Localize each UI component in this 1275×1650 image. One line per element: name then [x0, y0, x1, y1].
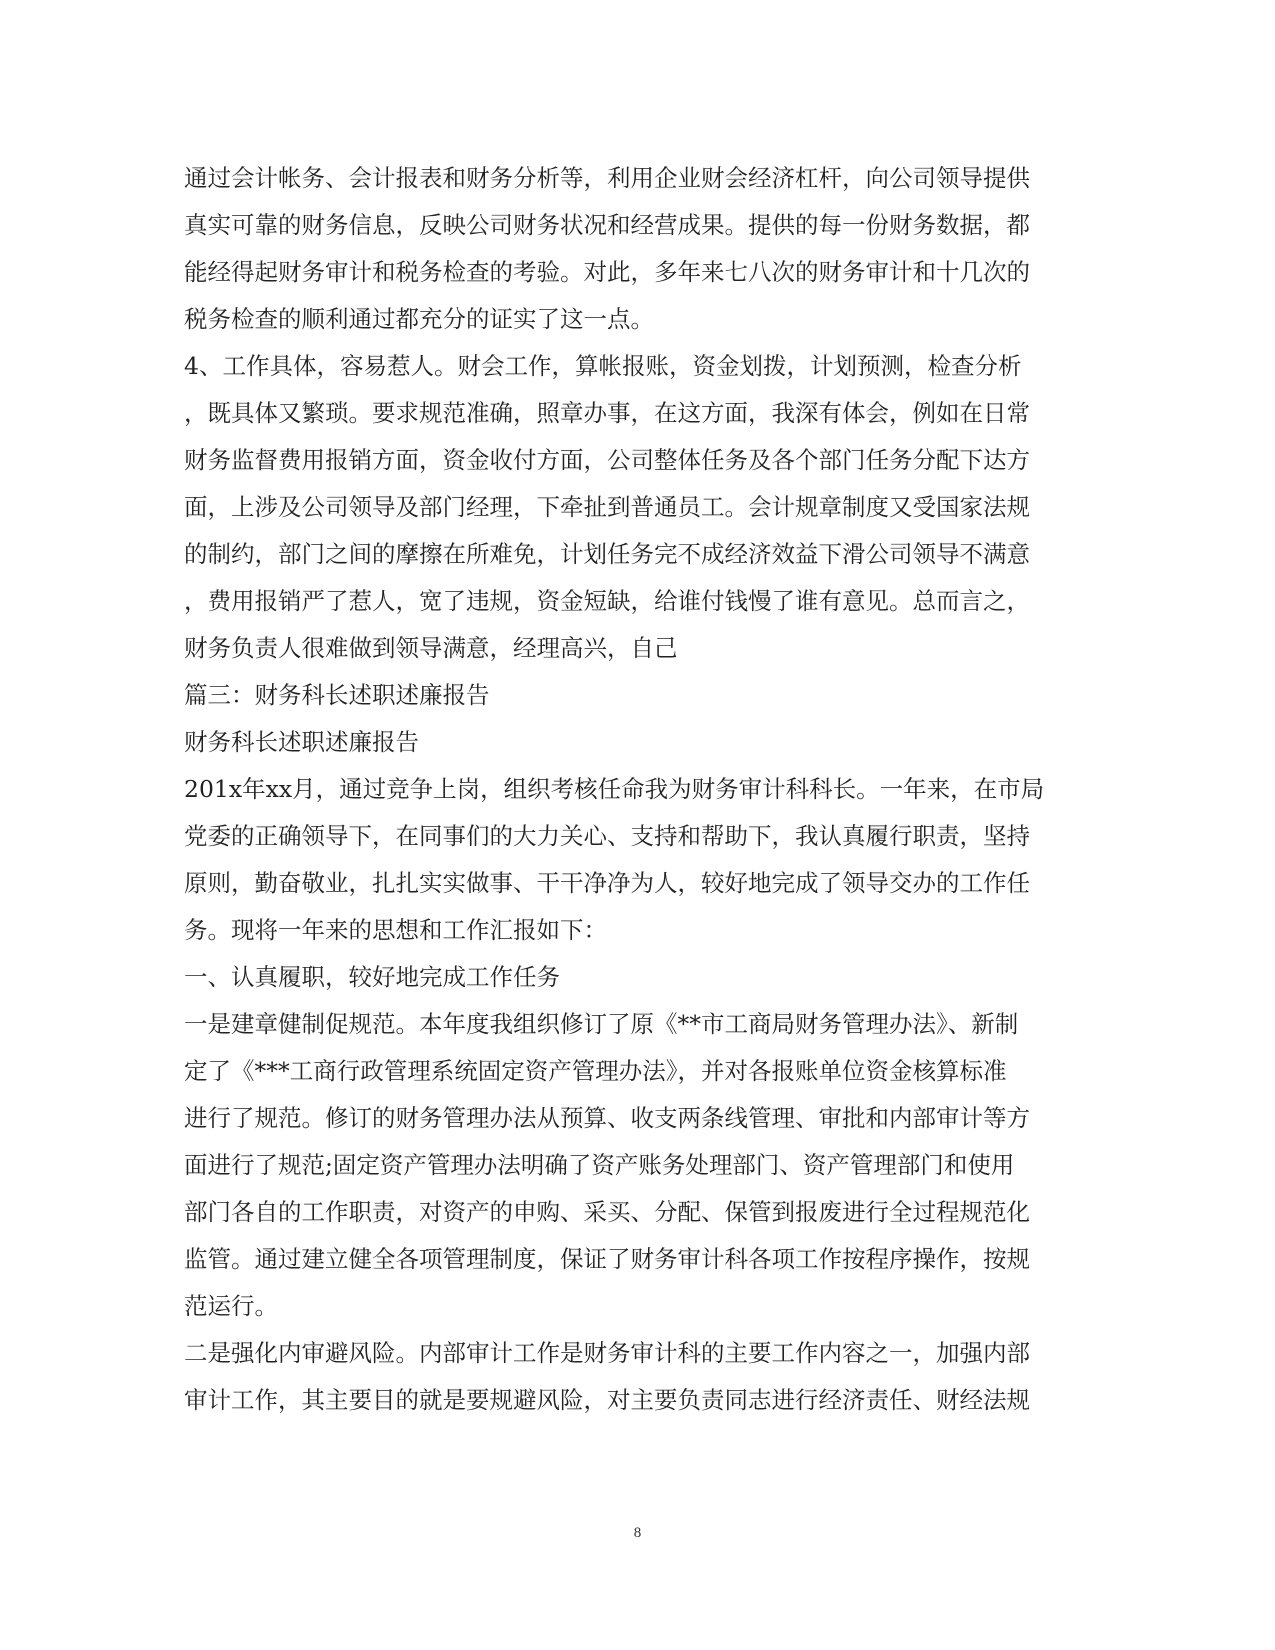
text-line: 审计工作，其主要目的就是要规避风险，对主要负责同志进行经济责任、财经法规: [184, 1386, 1030, 1414]
text-line: 党委的正确领导下，在同事们的大力关心、支持和帮助下，我认真履行职责，坚持: [184, 822, 1030, 850]
section-heading: 篇三：财务科长述职述廉报告: [184, 681, 490, 709]
text-line: 201x年xx月，通过竞争上岗，组织考核任命我为财务审计科科长。一年来，在市局: [184, 775, 1045, 803]
text-line: 务。现将一年来的思想和工作汇报如下：: [184, 916, 607, 944]
text-line: 二是强化内审避风险。内部审计工作是财务审计科的主要工作内容之一，加强内部: [184, 1339, 1030, 1367]
text-line: 范运行。: [184, 1292, 278, 1320]
text-line: 能经得起财务审计和税务检查的考验。对此，多年来七八次的财务审计和十几次的: [184, 258, 1030, 286]
text-line: 一是建章健制促规范。本年度我组织修订了原《**市工商局财务管理办法》、新制: [184, 1010, 1019, 1038]
text-line: 原则，勤奋敬业，扎扎实实做事、干干净净为人，较好地完成了领导交办的工作任: [184, 869, 1030, 897]
text-line: 税务检查的顺利通过都充分的证实了这一点。: [184, 305, 654, 333]
text-line: ，既具体又繁琐。要求规范准确，照章办事，在这方面，我深有体会，例如在日常: [184, 399, 1030, 427]
page-number: 8: [633, 1525, 642, 1541]
text-line: 面进行了规范;固定资产管理办法明确了资产账务处理部门、资产管理部门和使用: [184, 1151, 1015, 1179]
text-line: 定了《***工商行政管理系统固定资产管理办法》，并对各报账单位资金核算标准: [184, 1057, 1007, 1085]
text-line: 4、工作具体，容易惹人。财会工作，算帐报账，资金划拨，计划预测，检查分析: [184, 352, 1022, 380]
text-line: 财务监督费用报销方面，资金收付方面，公司整体任务及各个部门任务分配下达方: [184, 446, 1030, 474]
subsection-heading: 一、认真履职，较好地完成工作任务: [184, 963, 560, 991]
text-line: 真实可靠的财务信息，反映公司财务状况和经营成果。提供的每一份财务数据，都: [184, 211, 1030, 239]
text-line: 进行了规范。修订的财务管理办法从预算、收支两条线管理、审批和内部审计等方: [184, 1104, 1030, 1132]
text-line: 面，上涉及公司领导及部门经理，下牵扯到普通员工。会计规章制度又受国家法规: [184, 493, 1030, 521]
text-line: 监管。通过建立健全各项管理制度，保证了财务审计科各项工作按程序操作，按规: [184, 1245, 1030, 1273]
report-title: 财务科长述职述廉报告: [184, 728, 419, 756]
text-line: 部门各自的工作职责，对资产的申购、采买、分配、保管到报废进行全过程规范化: [184, 1198, 1030, 1226]
text-line: 通过会计帐务、会计报表和财务分析等，利用企业财会经济杠杆，向公司领导提供: [184, 164, 1030, 192]
text-line: 的制约，部门之间的摩擦在所难免，计划任务完不成经济效益下滑公司领导不满意: [184, 540, 1030, 568]
text-line: 财务负责人很难做到领导满意，经理高兴，自己: [184, 634, 678, 662]
text-line: ，费用报销严了惹人，宽了违规，资金短缺，给谁付钱慢了谁有意见。总而言之，: [184, 587, 1030, 615]
